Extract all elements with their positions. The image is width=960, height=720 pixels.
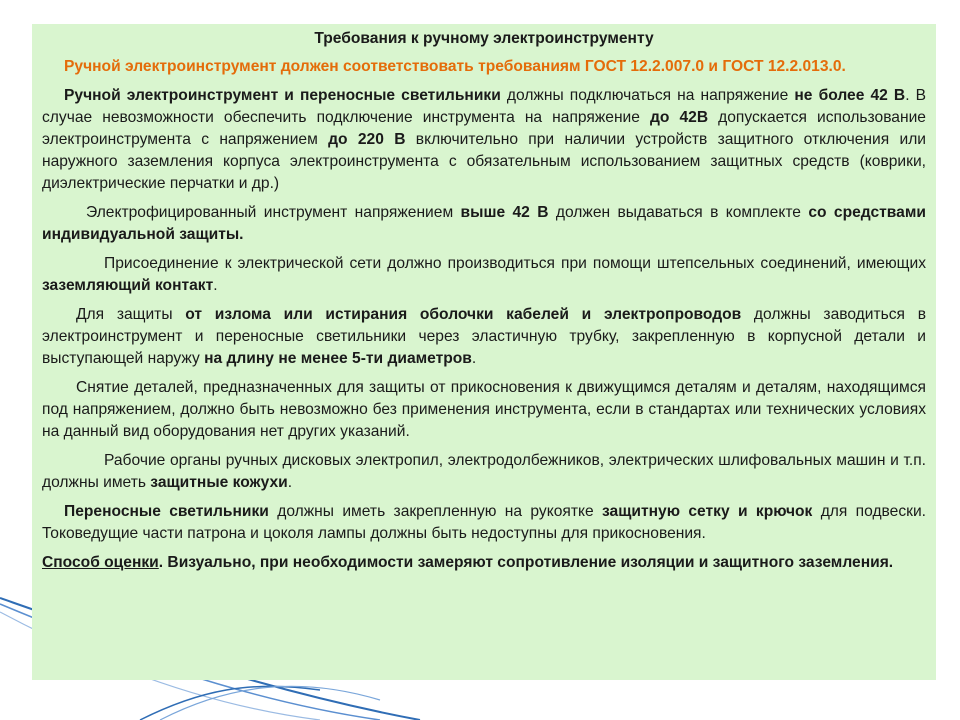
text: Электрофицированный инструмент напряжением [86, 204, 461, 221]
text: . [471, 350, 477, 367]
text: Рабочие органы ручных дисковых электропил, электродолбежников, электрических шлифовальных машин и т.п. должны иметь [42, 452, 926, 491]
bold-text: до 42В [650, 109, 709, 126]
bold-text: выше 42 В [460, 204, 549, 221]
text: Для защиты [76, 306, 186, 323]
text: . В случае невозможности обеспечить подключение инструмента на напряжение [42, 87, 927, 126]
text: должен выдаваться в комплекте [548, 204, 809, 221]
content-panel [32, 24, 936, 680]
bold-text: со средствами индивидуальной защиты. [42, 204, 926, 243]
gost-requirement: Ручной электроинструмент должен соответствовать требованиям ГОСТ 12.2.007.0 и ГОСТ 12.2.013.0. [64, 58, 846, 75]
paragraph-protection-kit [42, 202, 926, 246]
bold-text: от излома или истирания оболочки кабелей и электропроводов [185, 306, 742, 323]
bold-text: Переносные светильники [64, 503, 269, 520]
bold-text: не более 42 В [794, 87, 906, 104]
text: должны иметь закрепленную на рукоятке [268, 503, 603, 520]
paragraph-assessment [42, 552, 926, 574]
paragraph-guards [42, 450, 926, 494]
text: для подвески. Токоведущие части патрона и цоколя лампы должны быть недоступны для прикосновения. [42, 503, 926, 542]
paragraph-gost [42, 56, 926, 78]
text: должны заводиться в электроинструмент и переносные светильники через эластичную трубку, закрепленную в корпусной детали и выступающей наружу [42, 306, 927, 367]
paragraph-parts-removal [42, 377, 926, 443]
text: . [287, 474, 293, 491]
paragraph-lamps [42, 501, 926, 545]
bold-text: до 220 В [328, 131, 406, 148]
bold-text: . Визуально, при необходимости замеряют сопротивление изоляции и защитного заземления. [158, 554, 894, 571]
bold-text: защитные кожухи [150, 474, 288, 491]
bold-text: Ручной электроинструмент и переносные светильники [64, 87, 501, 104]
text: Снятие деталей, предназначенных для защиты от прикосновения к движущимся деталям и деталям, находящимся под напряжением, должно быть невозможно без применения инструмента, если в стандартах или технических условиях на данный вид оборудования нет других указаний. [42, 379, 926, 440]
text: Присоединение к электрической сети должно производиться при помощи штепсельных соединений, имеющих [104, 255, 926, 272]
assessment-label: Способ оценки [42, 554, 159, 571]
paragraph-cable-protection [42, 304, 926, 370]
text: включительно при наличии устройств защитного отключения или наружного заземления корпуса электроинструмента с обязательным использованием защитных средств (коврики, диэлектрические перчатки и др.) [42, 131, 927, 192]
text: допускается использование электроинструмента с напряжением [42, 109, 926, 148]
text: должны подключаться на напряжение [500, 87, 795, 104]
bold-text: заземляющий контакт [42, 277, 214, 294]
text: . [213, 277, 218, 294]
bold-text: защитную сетку и крючок [602, 503, 813, 520]
page-title: Требования к ручному электроинструменту [314, 30, 654, 47]
paragraph-voltage [42, 85, 926, 195]
paragraph-connection [42, 253, 926, 297]
bold-text: на длину не менее 5-ти диаметров [204, 350, 472, 367]
